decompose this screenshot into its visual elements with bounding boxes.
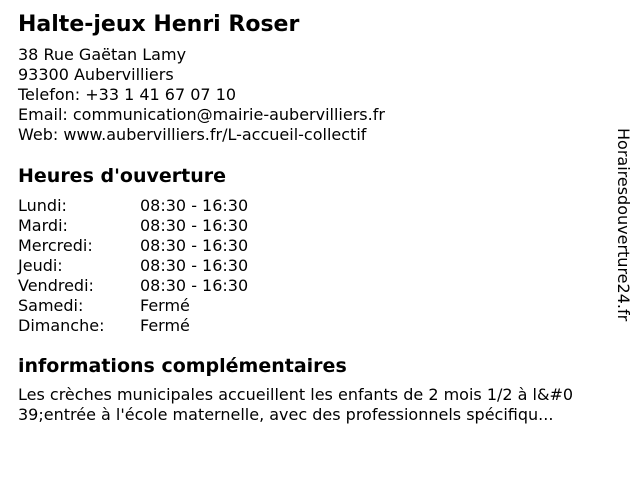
- info-text-line2: 39;entrée à l'école maternelle, avec des professionnels spécifiqu...: [18, 405, 554, 424]
- day-hours: 08:30 - 16:30: [140, 216, 249, 235]
- day-label: Mardi:: [18, 216, 68, 235]
- listing-content: [18, 0, 624, 425]
- day-hours: 08:30 - 16:30: [140, 196, 249, 215]
- day-label: Vendredi:: [18, 276, 94, 295]
- day-hours: 08:30 - 16:30: [140, 256, 249, 275]
- opening-hours-heading: Heures d'ouverture: [18, 165, 226, 187]
- watermark-site-label: Horairesdouverture24.fr: [614, 128, 633, 322]
- web-line: [18, 125, 624, 145]
- day-label: Samedi:: [18, 296, 84, 315]
- page-title: Halte-jeux Henri Roser: [18, 12, 300, 37]
- phone-value: +33 1 41 67 07 10: [85, 85, 237, 104]
- day-label: Mercredi:: [18, 236, 93, 255]
- day-hours: Fermé: [140, 316, 190, 335]
- web-label: Web:: [18, 125, 59, 144]
- day-label: Dimanche:: [18, 316, 105, 335]
- email-label: Email:: [18, 105, 68, 124]
- day-label: Lundi:: [18, 196, 67, 215]
- additional-info-text: [18, 385, 624, 425]
- address-street: 38 Rue Gaëtan Lamy: [18, 45, 187, 64]
- address-city: 93300 Aubervilliers: [18, 65, 174, 84]
- email-line: [18, 105, 624, 125]
- web-value: www.aubervilliers.fr/L-accueil-collectif: [63, 125, 367, 144]
- contact-block: [18, 45, 624, 145]
- info-text-line1: Les crèches municipales accueillent les enfants de 2 mois 1/2 à l&#0: [18, 385, 574, 404]
- day-hours: Fermé: [140, 296, 190, 315]
- day-hours: 08:30 - 16:30: [140, 276, 249, 295]
- email-value: communication@mairie-aubervilliers.fr: [72, 105, 385, 124]
- additional-info-heading: informations complémentaires: [18, 355, 347, 377]
- day-hours: 08:30 - 16:30: [140, 236, 249, 255]
- phone-line: [18, 85, 624, 105]
- day-label: Jeudi:: [18, 256, 63, 275]
- phone-label: Telefon:: [18, 85, 81, 104]
- opening-hours-table: [18, 196, 624, 336]
